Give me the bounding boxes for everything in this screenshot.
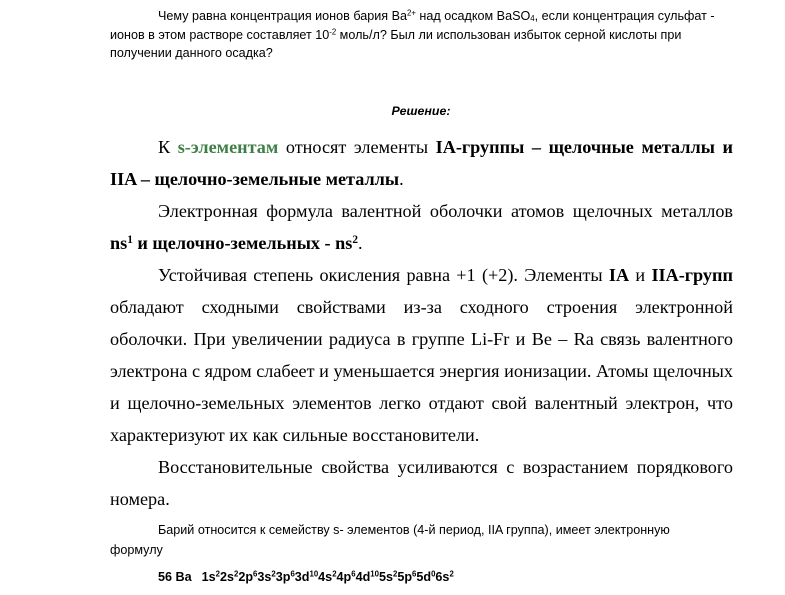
p2-ns1-sup: 1 — [127, 233, 133, 246]
p2-text-a: Электронная формула валентной оболочки атомов щелочных металлов — [158, 201, 733, 221]
p2-text-c: . — [357, 233, 363, 253]
p2-ns1: ns — [110, 233, 128, 253]
orbital-4p: 4p — [336, 570, 352, 584]
p2-ns-bold — [110, 233, 358, 253]
orbital-6s: 6s — [435, 570, 450, 584]
orbital-3d-electrons: 10 — [309, 569, 319, 579]
solution-body — [110, 131, 733, 515]
p1-text-a: К — [158, 137, 178, 157]
orbital-2s-electrons: 2 — [233, 569, 239, 579]
barium-description — [110, 520, 722, 560]
orbital-6s-electrons: 2 — [449, 569, 454, 579]
problem-text-2: над осадком BaSO — [415, 9, 531, 23]
orbital-3p: 3p — [275, 570, 291, 584]
orbital-3s-electrons: 2 — [271, 569, 276, 579]
orbital-3s: 3s — [257, 570, 272, 584]
paragraph-electron-formula — [110, 195, 733, 259]
orbital-5p: 5p — [397, 570, 413, 584]
orbital-3d: 3d — [294, 570, 310, 584]
orbital-2p: 2p — [238, 570, 254, 584]
orbital-2s: 2s — [219, 570, 234, 584]
orbital-5s: 5s — [378, 570, 393, 584]
orbital-1s-electrons: 2 — [215, 569, 220, 579]
p3-text-mid: и — [629, 265, 652, 285]
p1-text-c: . — [399, 169, 404, 189]
orbital-4p-electrons: 6 — [351, 569, 356, 579]
barium-charge-sup: 2+ — [407, 8, 416, 18]
orbital-4s: 4s — [318, 570, 333, 584]
orbital-4d-electrons: 10 — [370, 569, 379, 579]
orbital-2p-electrons: 6 — [253, 569, 258, 579]
p3-text-c: обладают сходными свойствами из-за сходного строения электронной оболочки. При увеличении радиуса в группе Li-Fr и Be – Ra связь валентного электрона с ядром слабеет и уменьшается энергия ионизации. Атомы щелочных и щелочно-земельных элементов легко отдают свой валентный электрон, что характеризуют их как сильные восстановители. — [110, 297, 733, 445]
p2-ns2-sup: 2 — [352, 233, 358, 246]
p1-text-b: относят элементы — [278, 137, 436, 157]
p3-ia-bold: IA — [608, 265, 630, 285]
concentration-exponent-sup: -2 — [329, 27, 337, 37]
orbital-3p-electrons: 6 — [290, 569, 295, 579]
formula-label: 56 Ba — [158, 570, 192, 584]
paragraph-oxidation-state — [110, 259, 733, 451]
problem-text-1: Чему равна концентрация ионов бария Ba — [158, 9, 408, 23]
orbital-4s-electrons: 2 — [332, 569, 337, 579]
orbital-5d-electrons: 0 — [431, 569, 436, 579]
solution-heading: Решение: — [391, 104, 451, 118]
orbital-1s: 1s — [201, 570, 216, 584]
s-elements-term: s-элементам — [177, 137, 279, 157]
orbital-5s-electrons: 2 — [392, 569, 398, 579]
orbital-4d: 4d — [355, 570, 371, 584]
formula-orbitals — [202, 570, 454, 584]
barium-text: Барий относится к семейству s- элементов (4-й период, IIA группа), имеет электронную формулу — [110, 523, 670, 557]
orbital-5p-electrons: 6 — [412, 569, 417, 579]
problem-text-4: моль/л? Был ли использован избыток серной кислоты при получении данного осадка? — [110, 27, 682, 60]
problem-text-3: , если концентрация сульфат - ионов в этом растворе составляет 10 — [110, 9, 715, 42]
paragraph-s-elements — [110, 131, 733, 195]
problem-statement — [110, 7, 722, 63]
barium-electron-formula — [158, 570, 454, 584]
orbital-5d: 5d — [416, 570, 432, 584]
p3-iia-bold: IIA-групп — [651, 265, 733, 285]
p2-ns2: и щелочно-земельных - ns — [132, 233, 353, 253]
p1-groups-bold: IA-группы – щелочные металлы и IIA – щелочно-земельные металлы — [110, 137, 733, 189]
sulfate-subscript: 4 — [530, 14, 535, 24]
p3-text-a: Устойчивая степень окисления равна +1 (+2). Элементы — [158, 265, 609, 285]
paragraph-reducing-properties: Восстановительные свойства усиливаются с возрастанием порядкового номера. — [110, 457, 733, 509]
